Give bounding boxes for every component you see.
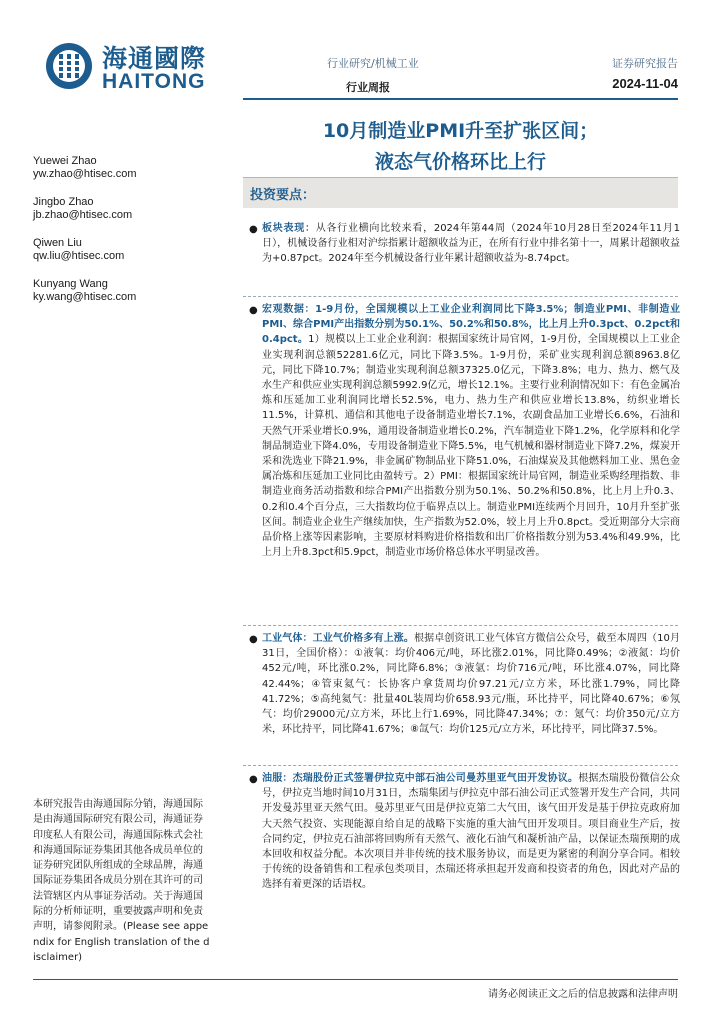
header-divider	[243, 98, 678, 100]
section-lead: 宏观数据：1-9月份，全国规模以上工业企业利润同比下降3.5%；制造业PMI、非制造业PMI、综合PMI产出指数分别为50.1%、50.2%和50.8%，比上月上升0.3pct、0.2pct和0.4pct。	[262, 304, 680, 346]
bullet-icon: ●	[249, 305, 258, 316]
author-email[interactable]: jb.zhao@htisec.com	[33, 209, 133, 221]
section-macro-data	[249, 302, 680, 560]
section-text: 从各行业横向比较来看，2024年第44周（2024年10月28日至2024年11月1日），机械设备行业相对沪综指累计超额收益为正，在所有行业中排名第十一，周累计超额收益为+0.87pct。2024年至今机械设备行业年累计超额收益为-8.74pct。	[262, 223, 681, 265]
section-lead: 板块表现：	[262, 223, 316, 234]
author-entry	[33, 196, 213, 222]
author-name: Yuewei Zhao	[33, 155, 97, 167]
author-email[interactable]: ky.wang@htisec.com	[33, 291, 137, 303]
author-entry	[33, 278, 213, 304]
report-label: 证券研究报告	[612, 57, 678, 70]
bullet-icon: ●	[249, 774, 258, 785]
report-category: 行业研究/机械工业	[327, 57, 419, 70]
section-lead: 工业气体：工业气价格多有上涨。	[262, 633, 414, 644]
section-industrial-gas	[249, 631, 680, 737]
author-name: Kunyang Wang	[33, 278, 108, 290]
footer-notice: 请务必阅读正文之后的信息披露和法律声明	[488, 989, 678, 1000]
logo-chinese: 海通國際	[102, 44, 207, 73]
section-oil-services	[249, 771, 681, 893]
author-entry	[33, 237, 213, 263]
author-entry	[33, 155, 213, 181]
section-text: 1）规模以上工业企业利润：根据国家统计局官网，1-9月份，全国规模以上工业企业实现利润总额52281.6亿元，同比下降3.5%。1-9月份，采矿业实现利润总额8963.8亿元，同比下降10.7%；制造业实现利润总额37325.0亿元，下降3.8%；电力、热力、燃气及水生产和供应业实现利润总额5992.9亿元，增长12.1%。主要行业利润情况如下：有色金属冶炼和压延加工业利润同比增长52.5%，电力、热力生产和供应业增长13.8%，纺织业增长11.5%，计算机、通信和其他电子设备制造业增长7.1%，农副食品加工业增长6.6%，石油和天然气开采业增长0.9%，通用设备制造业增长0.2%，汽车制造业下降1.2%，化学原料和化学制品制造业下降4.0%，专用设备制造业下降5.5%，电气机械和器材制造业下降7.2%，煤炭开采和洗选业下降21.9%，非金属矿物制品业下降51.0%，石油煤炭及其他燃料加工业、黑色金属冶炼和压延加工业同比由盈转亏。2）PMI：根据国家统计局官网，制造业采购经理指数、非制造业商务活动指数和综合PMI产出指数分别为50.1%、50.2%和50.8%，比上月上升0.3、0.2和0.4个百分点，三大指数均位于临界点以上。制造业PMI连续两个月回升，10月升至扩张区间。制造业企业生产继续加快，生产指数为52.0%，较上月上升0.8pct。受近期部分大宗商品价格上涨等因素影响，主要原材料购进价格指数和出厂价格指数分别为53.4%和49.9%，比上月上升8.3pct和5.9pct，制造业市场价格总体水平明显改善。	[262, 334, 680, 559]
report-title-line2: 液态气价格环比上行	[374, 151, 546, 173]
author-list	[33, 155, 213, 319]
section-sector-performance	[249, 221, 681, 267]
report-date: 2024-11-04	[612, 76, 678, 91]
section-separator	[243, 765, 678, 766]
section-text: 根据杰瑞股份微信公众号，伊拉克当地时间10月31日，杰瑞集团与伊拉克中部石油公司正式签署开发生产合同，共同开发曼苏里亚天然气田。曼苏里亚气田是伊拉克第二大气田，该气田开发是基于伊拉克政府加大天然气投资、实现能源自给自足的战略下实施的重大油气田开发项目。项目商业生产后，按合同约定，伊拉克石油部将回购所有天然气、液化石油气和凝析油产品，以保证杰瑞预期的成本回收和权益分配。本次项目并非传统的技术服务协议，而是更为紧密的利润分享合同。相较于传统的设备销售和工程承包类项目，杰瑞还将承担起开发商和投资者的角色，因此对产品的选择有着更深的话语权。	[262, 773, 681, 891]
section-lead: 油服：杰瑞股份正式签署伊拉克中部石油公司曼苏里亚气田开发协议。	[262, 773, 579, 784]
section-separator	[243, 625, 678, 626]
footer-divider	[33, 979, 678, 980]
author-email[interactable]: yw.zhao@htisec.com	[33, 168, 137, 180]
report-type: 行业周报	[346, 81, 390, 94]
disclaimer-text: 本研究报告由海通国际分销，海通国际是由海通国际研究有限公司，海通证券印度私人有限公司，海通国际株式会社和海通国际证券集团其他各成员单位的证券研究团队所组成的全球品牌，海通国际证券集团各成员分别在其许可的司法管辖区内从事证券活动。关于海通国际的分析师证明，重要披露声明和免责声明，请参阅附录。(Please see appendix for English translation of the disclaimer)	[33, 799, 210, 963]
bullet-icon: ●	[249, 224, 258, 235]
section-text: 根据卓创资讯工业气体官方微信公众号，截至本周四（10月31日，全国价格）：①液氧：均价406元/吨，环比涨2.01%，同比降0.49%；②液氮：均价452元/吨，环比涨0.2%，同比降6.8%；③液氩：均价716元/吨，环比涨4.07%，同比降42.44%；④管束氦气：长协客户拿货周均价97.21元/立方米，环比涨1.79%，同比降41.72%；⑤高纯氦气：批量40L装周均价658.93元/瓶，环比持平，同比降40.67%；⑥氖气：均价29000元/立方米，环比上行1.69%，同比降47.34%；⑦：氪气：均价350元/立方米，环比持平，同比降41.67%；⑧氙气：均价125元/立方米，环比持平，同比降37.5%。	[262, 633, 680, 736]
author-name: Qiwen Liu	[33, 237, 82, 249]
author-email[interactable]: qw.liu@htisec.com	[33, 250, 125, 262]
logo-english: HAITONG	[102, 70, 206, 93]
bullet-icon: ●	[249, 634, 258, 645]
section-separator	[243, 296, 678, 297]
author-name: Jingbo Zhao	[33, 196, 94, 208]
key-points-heading: 投资要点：	[250, 188, 316, 203]
key-points-band	[243, 177, 678, 208]
haitong-logo	[44, 37, 214, 93]
haitong-logo-icon	[44, 41, 94, 91]
report-title-line1: 10月制造业PMI升至扩张区间；	[322, 120, 599, 142]
